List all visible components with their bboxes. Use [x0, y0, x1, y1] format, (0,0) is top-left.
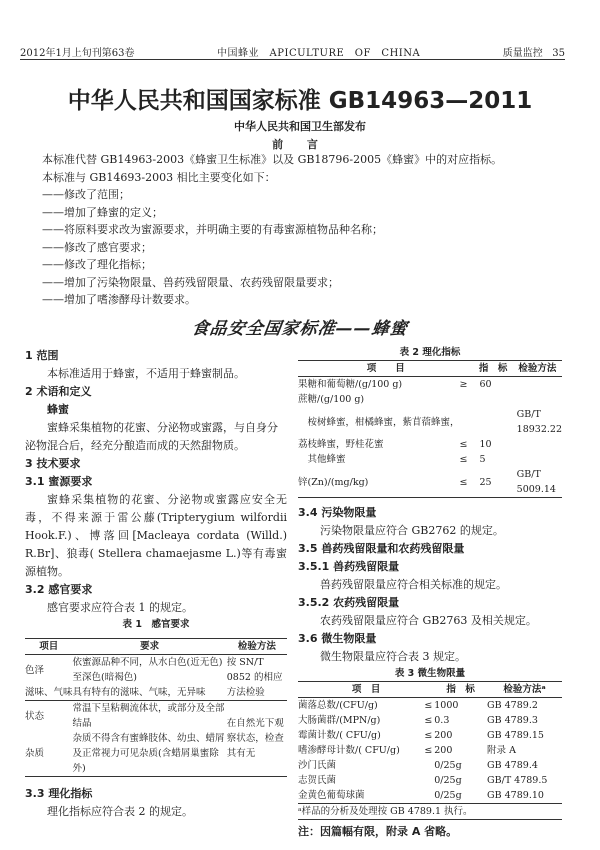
table-row	[25, 655, 287, 686]
cell: 常温下呈粘稠流体状，或部分及全部结晶	[73, 701, 227, 732]
document-title: 中华人民共和国国家标准 GB14963—2011	[67, 88, 533, 114]
section-heading: 3.4 污染物限量	[298, 506, 377, 519]
cell: 果糖和葡萄糖/(g/100 g)	[298, 379, 403, 390]
term: 蜂蜜	[47, 403, 69, 416]
cell	[513, 452, 562, 467]
paragraph: 微生物限量应符合表 3 规定。	[320, 650, 466, 663]
table-row	[298, 773, 562, 788]
cell: 0/25g	[434, 790, 462, 801]
publisher: 中华人民共和国卫生部发布	[234, 120, 366, 133]
preface-line: ——修改了感官要求；	[42, 240, 152, 254]
cell: 0/25g	[434, 775, 462, 786]
cell: 25	[479, 476, 492, 488]
cell	[513, 377, 562, 393]
left-column	[25, 347, 287, 821]
cell: 锌(Zn)/(mg/kg)	[298, 476, 369, 488]
right-column	[298, 345, 562, 841]
section-heading: 3.6 微生物限量	[298, 632, 377, 645]
table-row	[298, 377, 562, 393]
standard-banner-title: 食品安全国家标准——蜂蜜	[190, 319, 410, 339]
running-header	[20, 44, 565, 60]
column-header: 检验方法ᵃ	[487, 682, 562, 698]
preface-line: 本标准代替 GB14963-2003《蜂蜜卫生标准》以及 GB18796-2005《蜂蜜》中的对应指标。	[42, 153, 503, 166]
table-row	[298, 698, 562, 714]
table-row	[298, 437, 562, 452]
preface-heading: 前 言	[272, 138, 328, 151]
cell: 60	[479, 379, 492, 390]
cell: ≤	[424, 715, 433, 726]
cell: 附录 A	[487, 745, 516, 756]
column-header: 项 目	[298, 361, 473, 377]
cell: GB 4789.10	[487, 790, 544, 801]
cell: GB/T 4789.5	[487, 775, 548, 786]
table-row	[25, 701, 287, 732]
cell	[424, 788, 434, 804]
section-heading: 3.3 理化指标	[25, 787, 93, 800]
section-heading: 3.5.1 兽药残留限量	[298, 560, 400, 573]
cell: GB 4789.3	[487, 715, 538, 726]
section-heading: 2 术语和定义	[25, 385, 92, 398]
issue-info: 2012年1月上旬刊第63卷	[20, 48, 135, 59]
cell: 金黄色葡萄球菌	[298, 790, 365, 801]
paragraph: 蜜蜂采集植物的花蜜、分泌物或蜜露，与自身分泌物混合后，经充分酿造而成的天然甜物质。	[25, 421, 278, 452]
cell: 其他蜂蜜	[298, 454, 346, 465]
section-name: 质量监控	[502, 48, 543, 59]
cell: 依蜜源品种不同，从水白色(近无色)至深色(暗褐色)	[72, 657, 223, 683]
preface-line: ——修改了范围；	[42, 188, 130, 201]
cell	[424, 773, 434, 788]
table-sensory	[25, 638, 287, 777]
paragraph: 本标准适用于蜂蜜，不适用于蜂蜜制品。	[47, 367, 245, 380]
cell: 霉菌计数/( CFU/g)	[298, 730, 381, 741]
journal-name: 中国蜂业 APICULTURE OF CHINA	[217, 48, 421, 59]
table-row	[298, 392, 562, 407]
table-physicochemical	[298, 360, 562, 498]
cell: GB 4789.15	[487, 730, 544, 741]
preface-line: ——修改了理化指标；	[42, 258, 152, 271]
table-footnote: ᵃ样品的分析及处理按 GB 4789.1 执行。	[298, 804, 562, 820]
cell: ≤	[424, 745, 433, 756]
cell: ≤	[459, 476, 468, 488]
cell	[460, 392, 474, 407]
cell: 志贺氏菌	[298, 775, 337, 786]
table-row	[298, 758, 562, 773]
cell: 10	[479, 439, 492, 450]
cell: 桉树蜂蜜，柑橘蜂蜜，紫苜蓿蜂蜜，	[298, 416, 460, 428]
cell	[513, 437, 562, 452]
cell: 0.3	[434, 715, 450, 726]
cell: 嗜渗酵母计数/( CFU/g)	[298, 745, 400, 756]
cell: 荔枝蜂蜜，野桂花蜜	[298, 439, 384, 450]
cell: 0/25g	[434, 760, 462, 771]
column-header: 项 目	[298, 682, 434, 698]
cell	[424, 758, 434, 773]
preface-line: 本标准与 GB14693-2003 相比主要变化如下：	[42, 170, 276, 184]
table-caption: 表 1 感官要求	[122, 619, 190, 630]
cell: 沙门氏菌	[298, 760, 337, 771]
table-row	[298, 788, 562, 804]
preface-line: ——增加了污染物限量、兽药残留限量、农药残留限量要求；	[42, 275, 339, 289]
table-microbial	[298, 681, 562, 804]
section-heading: 3.5.2 农药残留限量	[298, 596, 400, 609]
cell: 滋味、气味	[25, 687, 73, 698]
column-header: 检验方法	[227, 639, 287, 655]
paragraph: 农药残留限量应符合 GB2763 及相关规定。	[320, 614, 537, 627]
cell: GB/T 5009.14	[516, 469, 556, 495]
cell	[460, 407, 474, 437]
cell: GB 4789.2	[487, 700, 538, 711]
cell: 大肠菌群/(MPN/g)	[298, 715, 381, 726]
section-page	[503, 44, 565, 59]
table-row	[298, 407, 562, 437]
cell: 按 SN/T 0852 的相应方法检验	[226, 657, 283, 698]
table-caption: 表 3 微生物限量	[394, 668, 466, 679]
cell: ≥	[459, 379, 468, 390]
cell: ≤	[459, 439, 468, 450]
preface-line: ——将原料要求改为蜜源要求，并明确主要的有毒蜜源植物品种名称；	[42, 223, 383, 236]
cell: 在自然光下观察状态，检查其有无	[227, 701, 287, 777]
cell	[473, 407, 512, 437]
table-caption: 表 2 理化指标	[399, 347, 461, 358]
cell: 具有特有的滋味、气味，无异味	[72, 687, 206, 698]
column-header: 指 标	[434, 682, 487, 698]
cell: ≤	[424, 730, 433, 741]
cell: GB 4789.4	[487, 760, 538, 771]
cell: 菌落总数/(CFU/g)	[298, 700, 378, 711]
cell: GB/T 18932.22	[516, 409, 563, 435]
paragraph: 理化指标应符合表 2 的规定。	[47, 805, 193, 818]
column-header: 要求	[73, 639, 227, 655]
note: 注：因篇幅有限，附录 A 省略。	[298, 825, 458, 838]
section-heading: 3 技术要求	[25, 457, 81, 470]
cell	[473, 392, 512, 407]
section-heading: 1 范围	[25, 349, 59, 362]
column-header: 项目	[25, 639, 73, 655]
cell: 蔗糖/(g/100 g)	[298, 394, 365, 405]
page-number: 35	[552, 48, 565, 59]
table-row	[298, 452, 562, 467]
preface-line: ——增加了蜂蜜的定义；	[42, 205, 163, 219]
cell: 200	[434, 730, 453, 741]
preface	[42, 151, 562, 309]
cell: ≤	[424, 700, 433, 711]
cell: 200	[434, 745, 453, 756]
cell: 色泽	[25, 664, 45, 676]
table-row	[298, 467, 562, 498]
cell	[513, 392, 562, 407]
paragraph: 感官要求应符合表 1 的规定。	[47, 601, 193, 614]
section-heading: 3.1 蜜源要求	[25, 475, 93, 488]
paragraph: 兽药残留限量应符合相关标准的规定。	[320, 578, 507, 591]
paragraph: 蜜蜂采集植物的花蜜、分泌物或蜜露应安全无毒，不得来源于雷公藤(Tripterygium wilfordii Hook.F.)、博落回[Macleaya cordata (Willd.) R.Br]、狼毒( Stellera chamaejasme L.)等有毒蜜源植物。	[25, 493, 287, 578]
column-header: 指 标	[473, 361, 512, 377]
table-row	[298, 743, 562, 758]
column-header: 检验方法	[513, 361, 562, 377]
cell: ≤	[459, 454, 468, 465]
table-row	[298, 728, 562, 743]
paragraph: 污染物限量应符合 GB2762 的规定。	[320, 524, 504, 537]
cell: 1000	[434, 700, 459, 711]
section-heading: 3.2 感官要求	[25, 583, 93, 596]
cell: 5	[479, 454, 486, 465]
section-heading: 3.5 兽药残留限量和农药残留限量	[298, 542, 465, 555]
preface-line: ——增加了嗜渗酵母计数要求。	[42, 293, 196, 306]
cell: 杂质	[25, 748, 45, 759]
table-row	[298, 713, 562, 728]
cell: 状态	[25, 701, 73, 732]
cell: 杂质不得含有蜜蜂肢体、幼虫、蜡屑及正常视力可见杂质(含蜡屑巢蜜除外)	[72, 733, 225, 774]
